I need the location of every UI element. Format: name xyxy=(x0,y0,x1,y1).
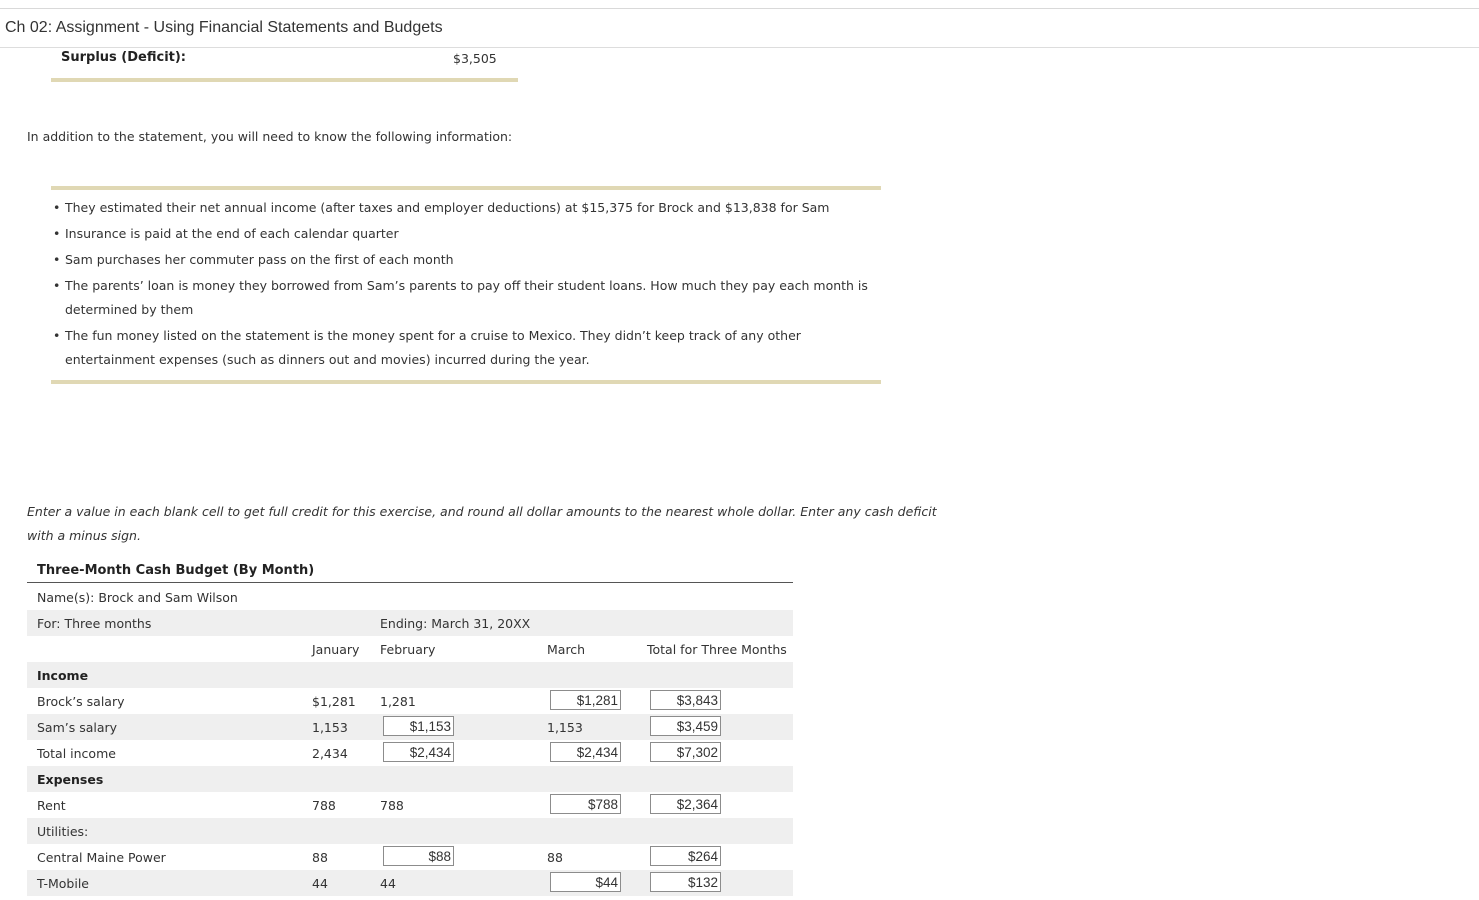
table-row xyxy=(27,870,793,896)
brock-feb-value: 1,281 xyxy=(380,694,416,709)
surplus-label: Surplus (Deficit): xyxy=(61,50,187,65)
rent-jan-value: 788 xyxy=(312,798,336,813)
expenses-heading: Expenses xyxy=(37,772,104,787)
budget-title: Three-Month Cash Budget (By Month) xyxy=(37,563,315,578)
cmp-mar-value: 88 xyxy=(547,850,563,865)
tmobile-feb-value: 44 xyxy=(380,876,396,891)
total-income-feb-input[interactable]: $2,434 xyxy=(383,742,454,762)
info-list xyxy=(51,196,881,374)
table-row xyxy=(27,844,793,870)
page-title: Ch 02: Assignment - Using Financial Statements and Budgets xyxy=(5,19,443,36)
list-item: • The fun money listed on the statement is the money spent for a cruise to Mexico. They didn’t keep track of any other entertainment expenses (such as dinners out and movies) incurred during the year. xyxy=(51,324,881,372)
budget-title-rule xyxy=(27,582,793,583)
tmobile-jan-value: 44 xyxy=(312,876,328,891)
period-row xyxy=(27,610,793,636)
ending-label: Ending: March 31, 20XX xyxy=(380,616,531,631)
row-label: T-Mobile xyxy=(37,876,90,891)
income-heading: Income xyxy=(37,668,89,683)
sam-total-input[interactable]: $3,459 xyxy=(650,716,721,736)
sam-mar-value: 1,153 xyxy=(547,720,583,735)
rent-total-input[interactable]: $2,364 xyxy=(650,794,721,814)
list-item: • They estimated their net annual income (after taxes and employer deductions) at $15,375 for Brock and $13,838 for Sam xyxy=(51,196,881,220)
col-total: Total for Three Months xyxy=(647,642,787,657)
list-item: • Insurance is paid at the end of each calendar quarter xyxy=(51,222,881,246)
utilities-row xyxy=(27,818,793,844)
surplus-value: $3,505 xyxy=(453,51,497,66)
sam-feb-input[interactable]: $1,153 xyxy=(383,716,454,736)
table-row xyxy=(27,714,793,740)
col-march: March xyxy=(547,642,586,657)
rent-mar-input[interactable]: $788 xyxy=(550,794,621,814)
list-item: • The parents’ loan is money they borrowed from Sam’s parents to pay off their student loans. How much they pay each month is determined by them xyxy=(51,274,881,322)
period-label: For: Three months xyxy=(37,616,152,631)
cmp-jan-value: 88 xyxy=(312,850,328,865)
table-row xyxy=(27,688,793,714)
brock-mar-input[interactable]: $1,281 xyxy=(550,690,621,710)
top-border xyxy=(0,0,1479,9)
cmp-total-input[interactable]: $264 xyxy=(650,846,721,866)
assignment-header xyxy=(0,9,1479,48)
income-section-row xyxy=(27,662,793,688)
intro-text: In addition to the statement, you will need to know the following information: xyxy=(27,129,513,144)
row-label: Sam’s salary xyxy=(37,720,118,735)
row-label: Brock’s salary xyxy=(37,694,125,709)
statement-bottom-rule xyxy=(51,78,518,82)
names-row xyxy=(27,584,793,610)
row-label: Total income xyxy=(37,746,116,761)
total-income-jan-value: 2,434 xyxy=(312,746,348,761)
row-label: Central Maine Power xyxy=(37,850,166,865)
sam-jan-value: 1,153 xyxy=(312,720,348,735)
brock-jan-value: $1,281 xyxy=(312,694,356,709)
list-item: • Sam purchases her commuter pass on the first of each month xyxy=(51,248,881,272)
info-bottom-rule xyxy=(51,380,881,384)
tmobile-total-input[interactable]: $132 xyxy=(650,872,721,892)
row-label: Rent xyxy=(37,798,66,813)
info-top-rule xyxy=(51,186,881,190)
total-income-total-input[interactable]: $7,302 xyxy=(650,742,721,762)
brock-total-input[interactable]: $3,843 xyxy=(650,690,721,710)
rent-feb-value: 788 xyxy=(380,798,404,813)
col-february: February xyxy=(380,642,436,657)
names-label: Name(s): Brock and Sam Wilson xyxy=(37,590,238,605)
table-row xyxy=(27,792,793,818)
table-row xyxy=(27,740,793,766)
expenses-section-row xyxy=(27,766,793,792)
tmobile-mar-input[interactable]: $44 xyxy=(550,872,621,892)
cmp-feb-input[interactable]: $88 xyxy=(383,846,454,866)
column-header-row xyxy=(27,636,793,662)
col-january: January xyxy=(312,642,360,657)
instructions-text: Enter a value in each blank cell to get full credit for this exercise, and round all dollar amounts to the nearest whole dollar. Enter any cash deficit with a minus sign. xyxy=(27,504,937,543)
utilities-label: Utilities: xyxy=(37,824,89,839)
total-income-mar-input[interactable]: $2,434 xyxy=(550,742,621,762)
